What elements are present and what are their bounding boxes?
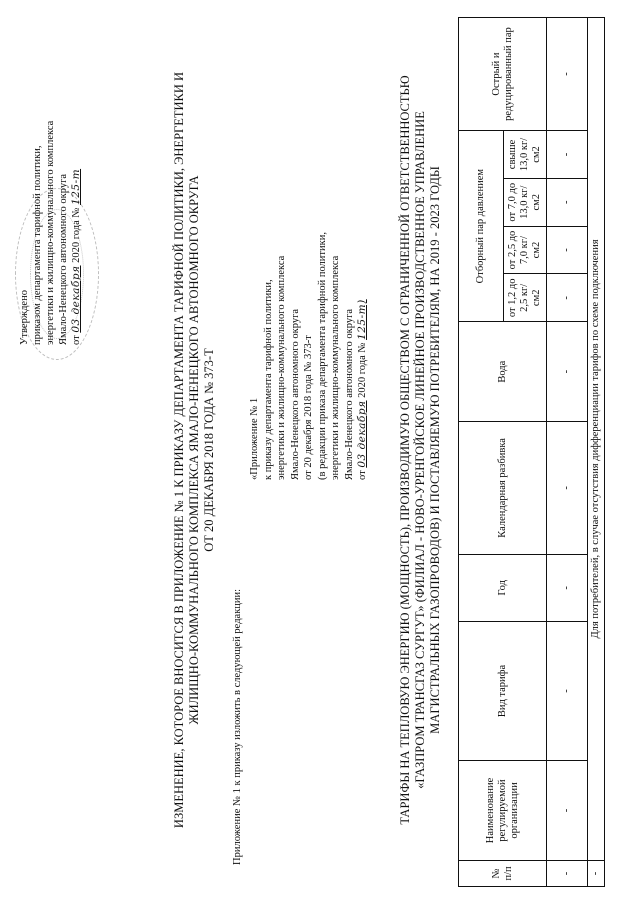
header-num: № п/п [459,860,547,886]
annex-line: Ямало-Ненецкого автономного округа [289,308,301,480]
table-cell: - [547,18,588,131]
annex-line: (в редакции приказа департамента тарифной политики, [316,232,328,480]
table-note-cell: Для потребителей, в случае отсутствия дифференциации тарифов по схеме подключения [588,18,605,861]
header-type: Вид тарифа [459,621,547,760]
annex-line: энергетики и жилищно-коммунального комплекса [276,255,287,480]
header-steam-sub: от 2,5 до 7,0 кг/см2 [504,226,547,274]
table-row [588,18,605,887]
approval-date-line [70,15,83,345]
approval-block [18,15,83,345]
approval-line: приказом департамента тарифной политики, [32,145,43,345]
document-title-line: ОТ 20 ДЕКАБРЯ 2018 ГОДА № 373-Т [202,348,216,552]
header-steam: Отборный пар давлением [459,131,504,322]
table-cell: - [547,131,588,179]
header-steam-sub: от 7,0 до 13,0 кг/см2 [504,178,547,226]
approval-handwritten-number: 125-т [70,168,82,205]
tariff-title [398,15,443,885]
table-cell: - [547,860,588,886]
approval-line: энергетики и жилищно-коммунального комплекса [45,120,56,345]
annex-line: энергетики и жилищно-коммунального комплекса [330,255,341,480]
header-water: Вода [459,322,547,422]
document-title-line: ЖИЛИЩНО-КОММУНАЛЬНОГО КОМПЛЕКСА ЯМАЛО-НЕНЕЦКОГО АВТОНОМНОГО ОКРУГА [187,175,201,725]
approval-line: Утверждено [19,290,30,345]
table-cell: - [547,422,588,555]
table-cell: - [547,274,588,322]
table-cell: - [547,621,588,760]
header-steam-sub: свыше 13,0 кг/см2 [504,131,547,179]
table-cell: - [588,860,605,886]
intro-text: Приложение № 1 к приказу изложить в следующей редакции: [232,588,243,865]
annex-handwritten-number: 125-т) [356,299,368,340]
tariff-table [458,17,605,887]
annex-year: 2020 года № [357,342,368,398]
table-header-row [459,18,504,887]
table-cell: - [547,761,588,861]
document-title-line: ИЗМЕНЕНИЕ, КОТОРОЕ ВНОСИТСЯ В ПРИЛОЖЕНИЕ № 1 К ПРИКАЗУ ДЕПАРТАМЕНТА ТАРИФНОЙ ПОЛИТИКИ, ЭНЕРГЕТИКИ И [172,71,186,829]
tariff-title-line: ТАРИФЫ НА ТЕПЛОВУЮ ЭНЕРГИЮ (МОЩНОСТЬ), ПРОИЗВОДИМУЮ ОБЩЕСТВОМ С ОГРАНИЧЕННОЙ ОТВЕТСТВЕННОСТЬЮ [398,75,412,825]
document-title [172,15,217,885]
header-sharp-steam: Острый и редуцированный пар [459,18,547,131]
table-cell: - [547,226,588,274]
tariff-title-line: «ГАЗПРОМ ТРАНСГАЗ СУРГУТ» (ФИЛИАЛ - НОВО-УРЕНГОЙСКОЕ ЛИНЕЙНОЕ ПРОИЗВОДСТВЕННОЕ УПРАВЛЕНИЕ [413,111,427,789]
annex-block [248,150,370,480]
table-cell: - [547,178,588,226]
approval-handwritten-date: 03 декабря [70,265,82,333]
annex-line: Ямало-Ненецкого автономного округа [343,308,355,480]
header-calendar: Календарная разбивка [459,422,547,555]
header-org: Наименование регулируемой организации [459,761,547,861]
annex-handwritten-date: 03 декабря [356,400,368,468]
approval-date-prefix: от [71,335,82,345]
header-steam-sub: от 1,2 до 2,5 кг/см2 [504,274,547,322]
annex-line: к приказу департамента тарифной политики, [262,279,274,480]
annex-date-line [356,150,370,480]
table-cell: - [547,554,588,621]
approval-line: Ямало-Ненецкого автономного округа [58,173,69,345]
approval-year: 2020 года № [71,207,82,263]
annex-date-prefix: от [357,470,368,480]
annex-line: от 20 декабря 2018 года № 373-т [303,335,314,480]
header-year: Год [459,554,547,621]
annex-line: «Приложение № 1 [249,397,260,480]
table-row [547,18,588,887]
tariff-title-line: МАГИСТРАЛЬНЫХ ГАЗОПРОВОДОВ) И ПОСТАВЛЯЕМУЮ ПОТРЕБИТЕЛЯМ, НА 2019 - 2023 ГОДЫ [428,166,442,734]
table-cell: - [547,322,588,422]
